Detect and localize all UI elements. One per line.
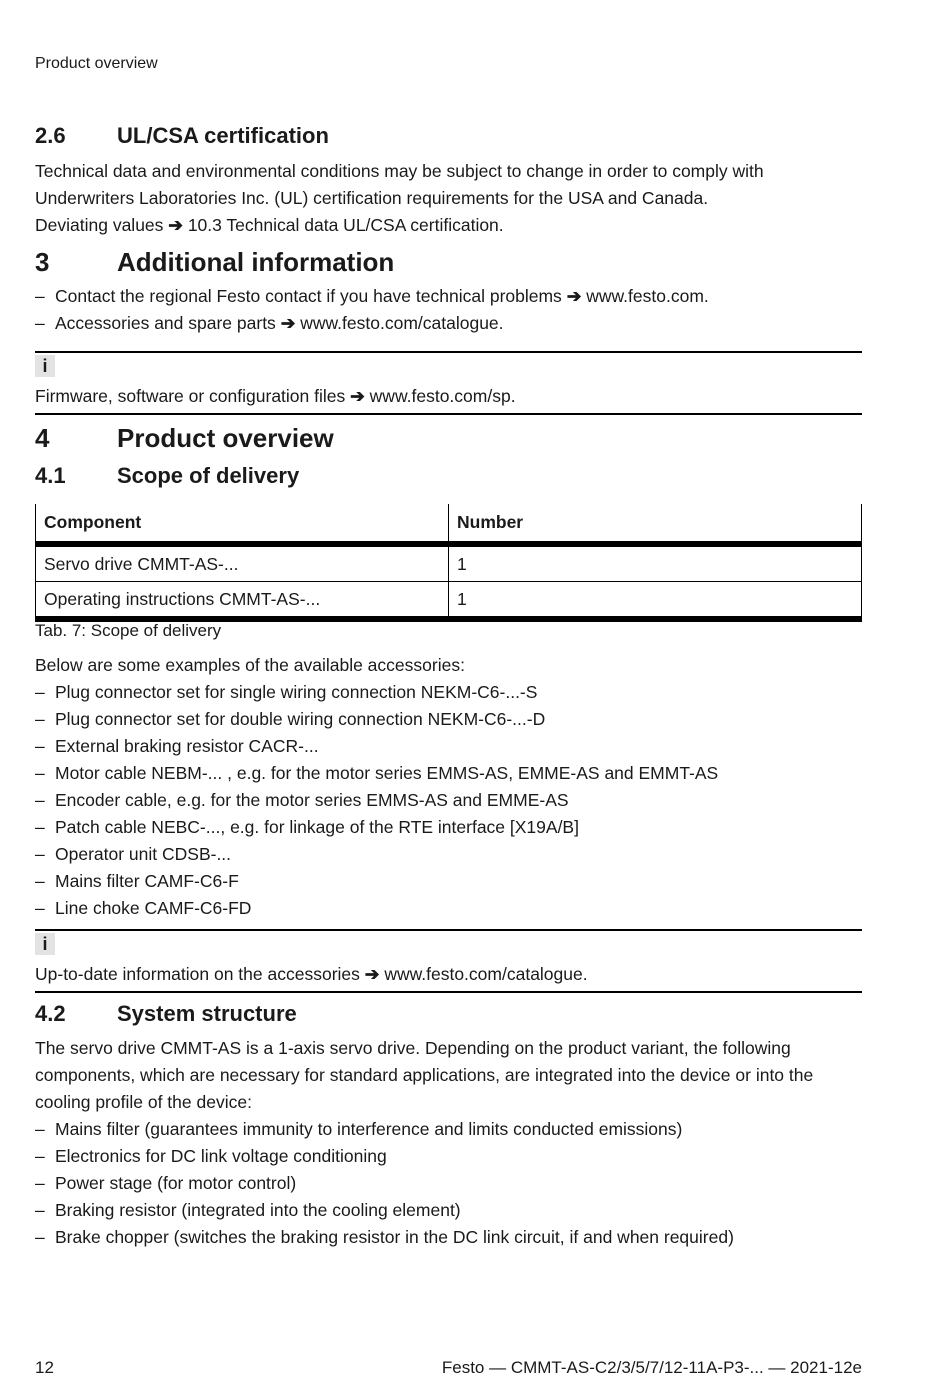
- right-arrow-icon: ➔: [350, 386, 365, 406]
- sp-link[interactable]: www.festo.com/sp.: [369, 386, 516, 406]
- paragraph-line: Technical data and environmental conditions may be subject to change in order to comply with: [35, 161, 764, 181]
- table-cell: Servo drive CMMT-AS-...: [36, 544, 449, 582]
- text-segment: Up-to-date information on the accessories: [35, 964, 360, 984]
- table-caption: Tab. 7: Scope of delivery: [35, 621, 222, 640]
- system-components-list: [35, 1116, 862, 1251]
- section-title: System structure: [117, 1001, 297, 1026]
- heading-4-1: [35, 463, 862, 489]
- section-number: 3: [35, 247, 50, 277]
- right-arrow-icon: ➔: [168, 215, 183, 235]
- table-cell: 1: [449, 544, 862, 582]
- info-icon: i: [35, 933, 55, 955]
- list-item: – Power stage (for motor control): [35, 1170, 862, 1197]
- right-arrow-icon: ➔: [280, 313, 296, 333]
- list-item: [35, 283, 862, 310]
- info-icon: i: [35, 355, 55, 377]
- heading-4: [35, 423, 862, 454]
- catalogue-link[interactable]: www.festo.com/catalogue.: [384, 964, 588, 984]
- accessories-intro: Below are some examples of the available accessories:: [35, 655, 465, 675]
- paragraph-line: [35, 212, 862, 239]
- list-item: – Braking resistor (integrated into the cooling element): [35, 1197, 862, 1224]
- section-title: Scope of delivery: [117, 463, 300, 488]
- table-row: [36, 544, 862, 582]
- list-item: – Electronics for DC link voltage conditioning: [35, 1143, 862, 1170]
- cross-reference-link[interactable]: 10.3 Technical data UL/CSA certification.: [187, 215, 504, 235]
- system-structure-section: [35, 1035, 862, 1251]
- list-item: – Plug connector set for single wiring connection NEKM-C6-...-S: [35, 679, 862, 706]
- list-item: – Operator unit CDSB-...: [35, 841, 862, 868]
- list-item: – Line choke CAMF-C6-FD: [35, 895, 862, 922]
- list-item: – Encoder cable, e.g. for the motor series EMMS-AS and EMME-AS: [35, 787, 862, 814]
- heading-2-6: [35, 123, 862, 149]
- additional-info-list: [35, 283, 862, 337]
- heading-4-2: [35, 1001, 862, 1027]
- paragraph-line: cooling profile of the device:: [35, 1092, 252, 1112]
- note-text: [35, 383, 862, 410]
- ul-csa-paragraph: [35, 158, 862, 239]
- paragraph-line: Underwriters Laboratories Inc. (UL) certification requirements for the USA and Canada.: [35, 188, 709, 208]
- list-item: – Brake chopper (switches the braking resistor in the DC link circuit, if and when required): [35, 1224, 862, 1251]
- section-title: Additional information: [117, 247, 395, 277]
- right-arrow-icon: ➔: [566, 286, 582, 306]
- table-header-row: [36, 504, 862, 544]
- text-segment: Firmware, software or configuration files: [35, 386, 346, 406]
- text-segment: Deviating values: [35, 215, 164, 235]
- section-number: 4: [35, 423, 50, 453]
- info-note-accessories: [35, 929, 862, 993]
- section-number: 4.1: [35, 463, 66, 488]
- list-item: – Patch cable NEBC-..., e.g. for linkage of the RTE interface [X19A/B]: [35, 814, 862, 841]
- text-segment: Accessories and spare parts: [55, 313, 276, 333]
- section-title: Product overview: [117, 423, 334, 453]
- table-row: [36, 582, 862, 620]
- list-item: – Mains filter CAMF-C6-F: [35, 868, 862, 895]
- info-note-firmware: [35, 351, 862, 415]
- table-cell: 1: [449, 582, 862, 620]
- column-header-component: Component: [36, 504, 449, 544]
- page-number: 12: [35, 1358, 54, 1377]
- note-text: [35, 961, 862, 988]
- list-item: – Mains filter (guarantees immunity to interference and limits conducted emissions): [35, 1116, 862, 1143]
- heading-3: [35, 247, 862, 278]
- paragraph-line: components, which are necessary for standard applications, are integrated into the device or into the: [35, 1065, 814, 1085]
- right-arrow-icon: ➔: [364, 964, 380, 984]
- list-item: [35, 310, 862, 337]
- scope-of-delivery-table-wrap: [35, 504, 862, 622]
- list-item: – Plug connector set for double wiring connection NEKM-C6-...-D: [35, 706, 862, 733]
- running-header: Product overview: [35, 55, 158, 72]
- accessories-list: [35, 679, 862, 922]
- catalogue-link[interactable]: www.festo.com/catalogue.: [300, 313, 504, 333]
- list-item: – Motor cable NEBM-... , e.g. for the motor series EMMS-AS, EMME-AS and EMMT-AS: [35, 760, 862, 787]
- table-cell: Operating instructions CMMT-AS-...: [36, 582, 449, 620]
- section-title: UL/CSA certification: [117, 123, 329, 148]
- list-item: – External braking resistor CACR-...: [35, 733, 862, 760]
- festo-website-link[interactable]: www.festo.com.: [586, 286, 709, 306]
- column-header-number: Number: [449, 504, 862, 544]
- section-number: 4.2: [35, 1001, 66, 1026]
- text-segment: Contact the regional Festo contact if you have technical problems: [55, 286, 562, 306]
- paragraph-line: The servo drive CMMT-AS is a 1-axis servo drive. Depending on the product variant, the following: [35, 1038, 791, 1058]
- accessories-section: [35, 652, 862, 922]
- scope-of-delivery-table: [35, 504, 862, 622]
- document-reference: Festo — CMMT-AS-C2/3/5/7/12-11A-P3-... — 2021-12e: [441, 1358, 862, 1377]
- section-number: 2.6: [35, 123, 66, 148]
